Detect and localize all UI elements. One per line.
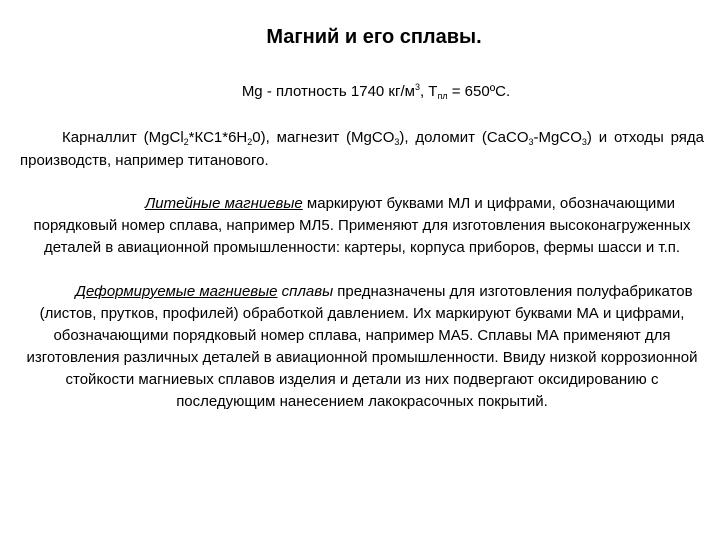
wrought-alloys-paragraph — [16, 281, 708, 413]
sources-text-5: -MgCO — [533, 129, 582, 146]
sources-sub-5: 3 — [581, 137, 587, 147]
density-suffix: = 650ºС. — [447, 83, 511, 100]
sources-text-6: ) и отходы ряда производств, например титанового. — [20, 129, 704, 169]
melting-point-subscript: пл — [437, 91, 448, 101]
wrought-alloys-text: предназначены для изготовления полуфабрикатов (листов, прутков, профилей) обработкой давлением. Их маркируют буквами МА и цифрами, обозначающими порядковый номер сплава, например МА5. Сплавы МА применяют для изготовления различных деталей в авиационной промышленности. Ввиду низкой коррозионной стойкости магниевых сплавов изделия и детали из них подвергают оксидированию с последующим нанесением лакокрасочных покрытий. — [26, 283, 698, 410]
sources-sub-2: 2 — [247, 137, 253, 147]
wrought-alloys-label: Деформируемые магниевые — [75, 283, 278, 300]
sources-text-1: Карналлит (MgCl — [62, 129, 184, 146]
cast-alloys-label: Литейные магниевые — [144, 195, 303, 212]
sources-text-3: 0), магнезит (MgCO — [252, 129, 395, 146]
sources-sub-3: 3 — [394, 137, 400, 147]
density-line — [0, 82, 720, 102]
cast-alloys-text: маркируют буквами МЛ и цифрами, обозначающими порядковый номер сплава, например МЛ5. Применяют для изготовления высоконагруженных деталей в авиационной промышленности: картеры, корпуса приборов, фермы шасси и т.п. — [33, 195, 691, 256]
sources-text-4: ), доломит (CaCO — [399, 129, 529, 146]
sources-sub-4: 3 — [528, 137, 534, 147]
density-middle: , Т — [419, 83, 438, 100]
sources-text-2: *КС1*6Н — [188, 129, 248, 146]
slide-title: Магний и его сплавы. — [266, 26, 482, 48]
density-unit-exponent: 3 — [414, 82, 420, 92]
wrought-alloys-label-tail: сплавы — [277, 283, 334, 300]
density-prefix: Mg - плотность 1740 кг/м — [241, 83, 415, 100]
raw-materials-paragraph — [20, 126, 704, 172]
cast-alloys-paragraph — [20, 193, 704, 259]
sources-sub-1: 2 — [183, 137, 189, 147]
